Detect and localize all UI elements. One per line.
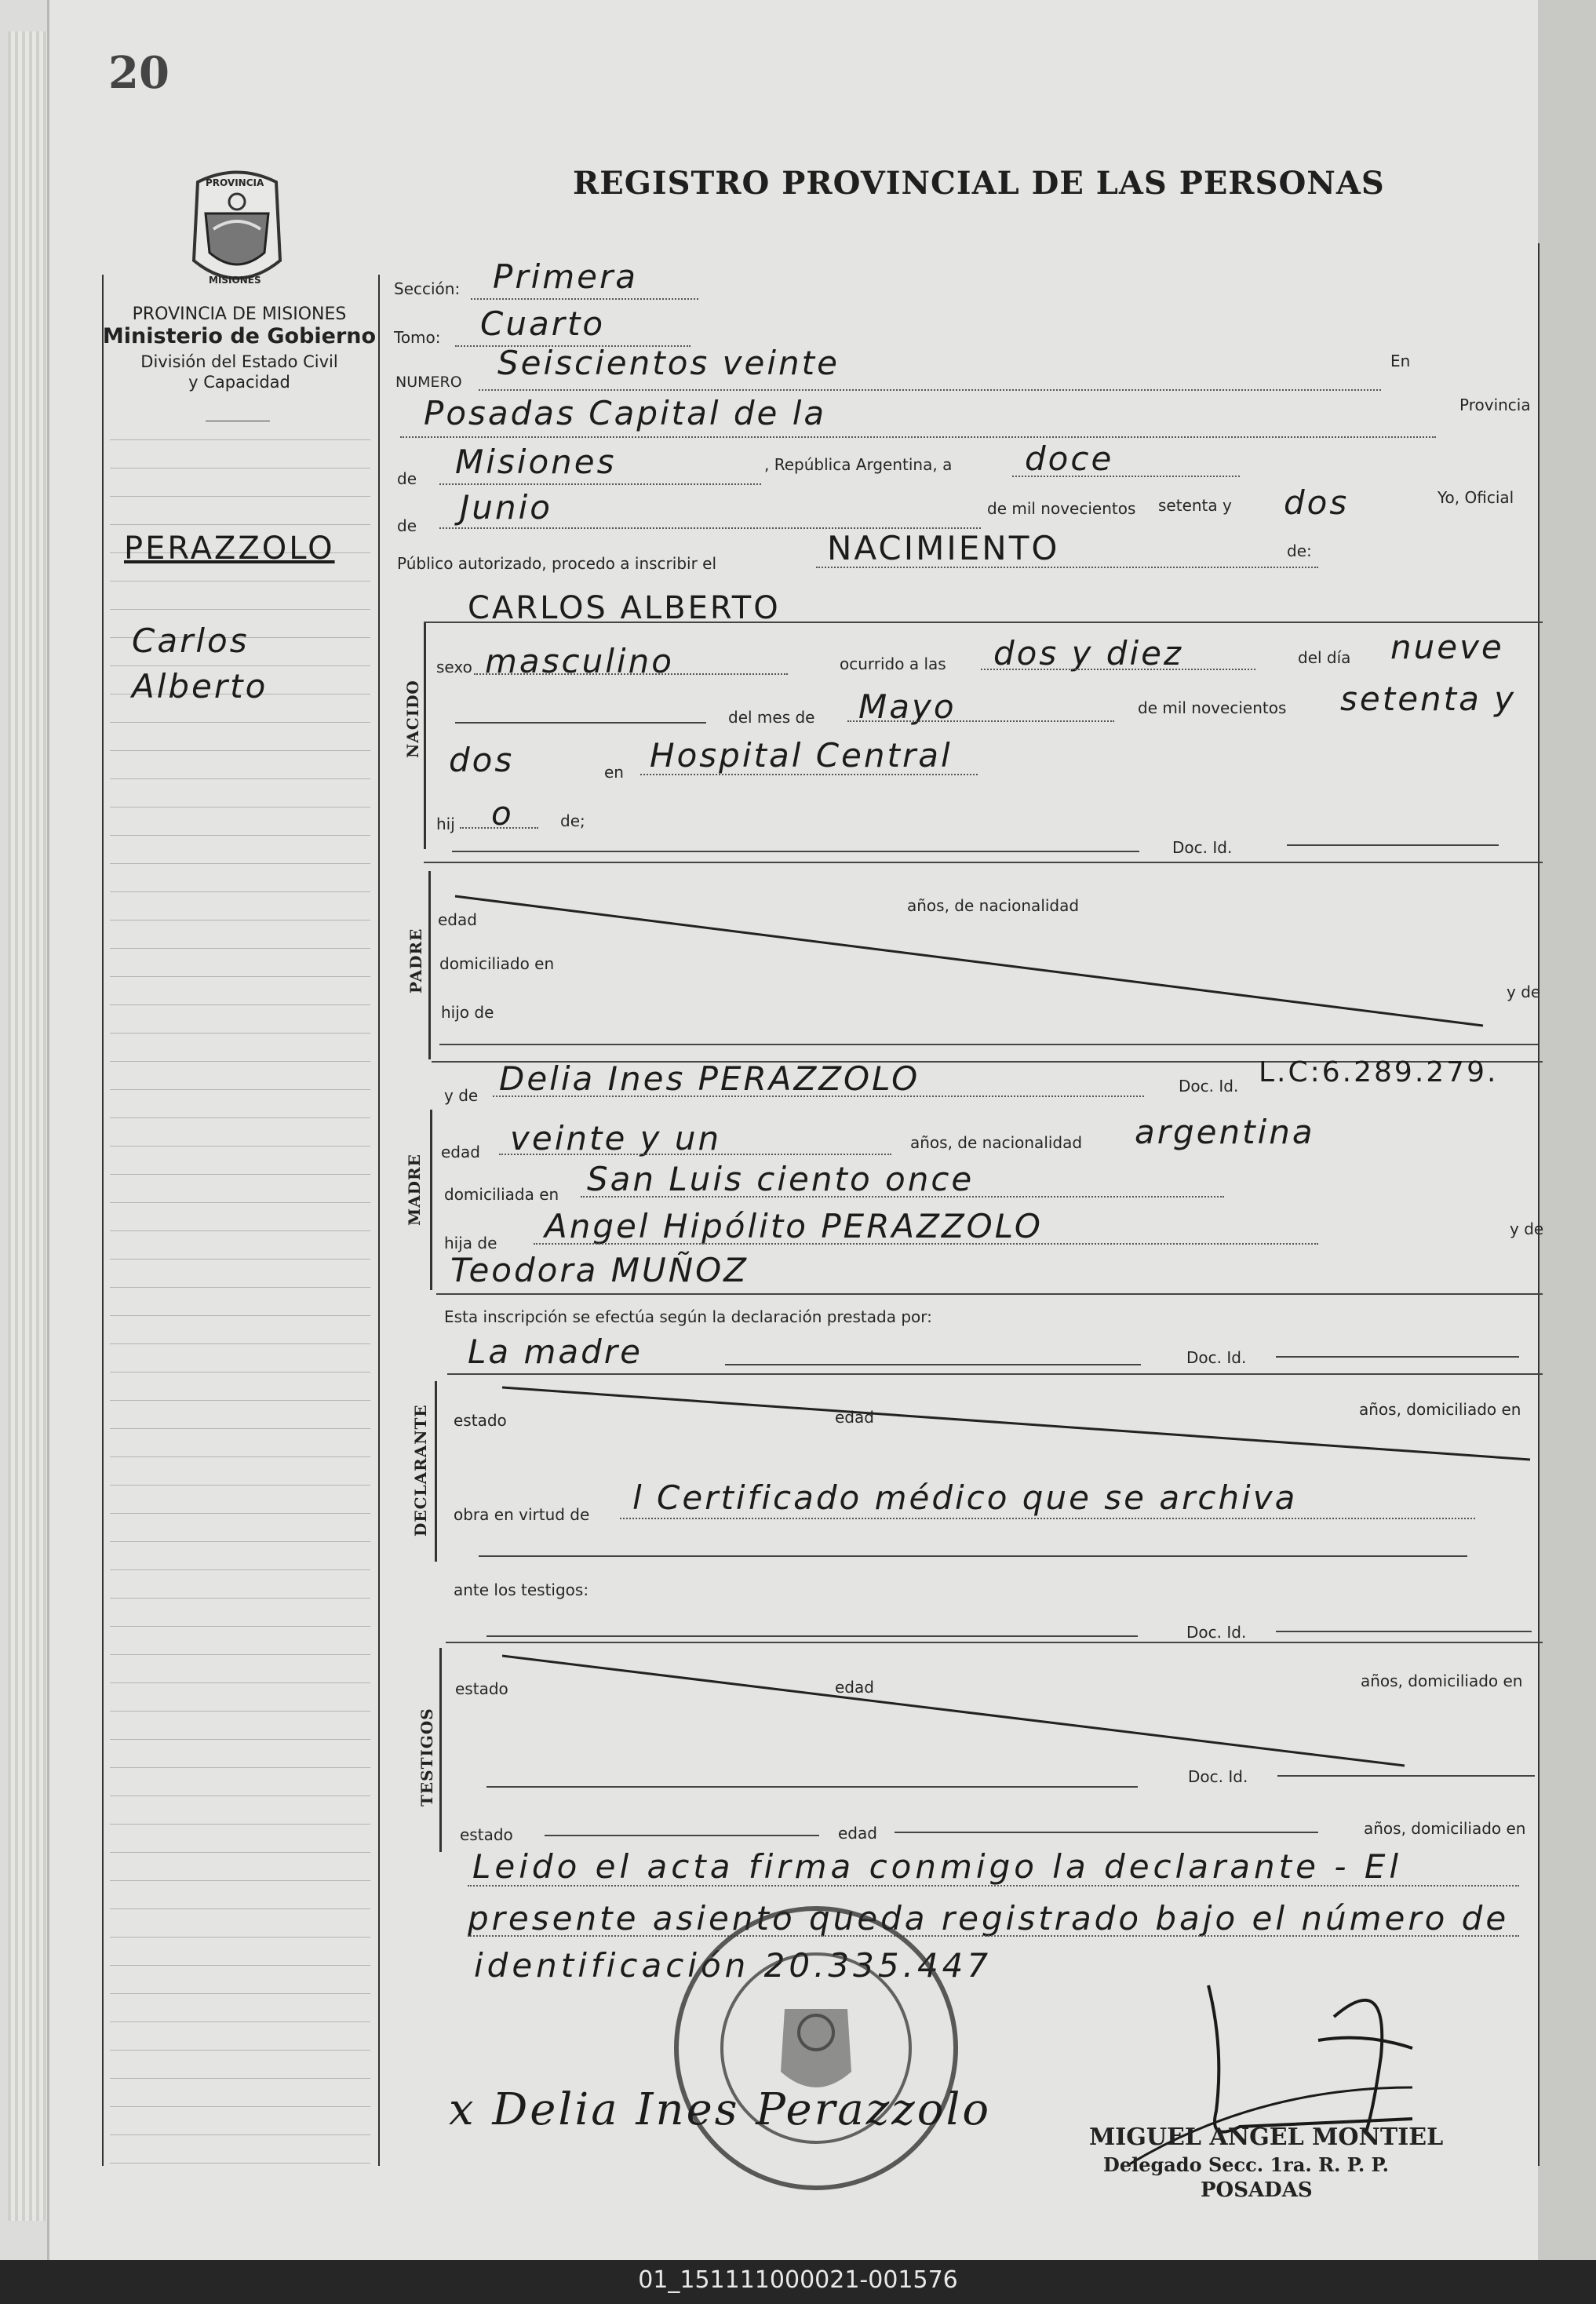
value-madre-nac: argentina bbox=[1135, 1113, 1315, 1151]
label-numero: NUMERO bbox=[395, 374, 462, 391]
value-lugar-nac: Hospital Central bbox=[650, 736, 953, 775]
label-provincia: Provincia bbox=[1459, 396, 1531, 414]
dots-lugar bbox=[400, 436, 1436, 438]
value-provincia: Misiones bbox=[455, 443, 617, 481]
label-estado-testigo-1: estado bbox=[455, 1679, 508, 1698]
section-bracket-testigos bbox=[439, 1648, 442, 1852]
margin-ruled-line bbox=[110, 1626, 370, 1627]
value-mes: Mayo bbox=[858, 687, 957, 726]
margin-ruled-line bbox=[110, 2163, 370, 2164]
page-number: 20 bbox=[108, 47, 169, 99]
margin-ruled-line bbox=[110, 1598, 370, 1599]
value-dia: nueve bbox=[1390, 628, 1504, 666]
label-doc-id-testigo-1: Doc. Id. bbox=[1186, 1623, 1247, 1642]
label-en: En bbox=[1390, 352, 1411, 370]
label-hijo-de-padre: hijo de bbox=[441, 1003, 494, 1022]
label-doc-id-1: Doc. Id. bbox=[1172, 838, 1233, 857]
doc-id-line-1 bbox=[1287, 844, 1499, 846]
value-anio-2: dos bbox=[449, 741, 515, 779]
rule-madre-bottom bbox=[436, 1293, 1543, 1295]
label-anios-dom-testigo-1: años, domiciliado en bbox=[1361, 1671, 1523, 1690]
blank-line-1 bbox=[455, 722, 706, 724]
margin-ruled-line bbox=[110, 1174, 370, 1175]
margin-ruled-line bbox=[110, 920, 370, 921]
issuer-block bbox=[102, 304, 377, 394]
margin-ruled-line bbox=[110, 1061, 370, 1062]
note-line-1: Leido el acta firma conmigo la declarante - El bbox=[472, 1847, 1403, 1886]
dots-madre-padre bbox=[534, 1243, 1318, 1245]
label-hij: hij bbox=[436, 815, 455, 833]
dots-lugar-nac bbox=[640, 774, 978, 775]
label-yo-oficial: Yo, Oficial bbox=[1437, 488, 1514, 507]
label-y-de-padre: y de bbox=[1507, 982, 1541, 1001]
dots-madre-dom bbox=[581, 1196, 1224, 1198]
margin-ruled-line bbox=[110, 1287, 370, 1288]
dots-dia-acta bbox=[1012, 476, 1240, 477]
value-anio-1: setenta y bbox=[1340, 680, 1517, 718]
label-ocurrido: ocurrido a las bbox=[840, 654, 946, 673]
margin-ruled-line bbox=[110, 1400, 370, 1401]
value-hora: dos y diez bbox=[993, 634, 1184, 673]
official-stamp-icon bbox=[667, 1899, 965, 2197]
margin-ruled-line bbox=[110, 1937, 370, 1938]
dots-note-1 bbox=[468, 1885, 1519, 1887]
margin-ruled-line bbox=[110, 835, 370, 836]
label-inscripcion: Esta inscripción se efectúa según la declaración prestada por: bbox=[444, 1307, 932, 1326]
label-edad-testigo-1: edad bbox=[835, 1678, 874, 1697]
label-obra: obra en virtud de bbox=[454, 1505, 590, 1524]
margin-ruled-line bbox=[110, 524, 370, 525]
dots-sexo bbox=[474, 673, 788, 675]
margin-ruled-line bbox=[110, 1908, 370, 1909]
label-edad-madre: edad bbox=[441, 1143, 480, 1161]
dots-mes bbox=[847, 720, 1114, 722]
signature-madre: x Delia Ines Perazzolo bbox=[449, 2084, 992, 2135]
label-seccion: Sección: bbox=[394, 279, 461, 298]
value-madre-doc: L.C:6.289.279. bbox=[1259, 1056, 1499, 1088]
dots-obra bbox=[620, 1518, 1475, 1519]
margin-ruled-line bbox=[110, 722, 370, 723]
label-edad-testigo-2: edad bbox=[838, 1824, 877, 1843]
label-publico: Público autorizado, procedo a inscribir el bbox=[397, 554, 717, 573]
margin-ruled-line bbox=[110, 1852, 370, 1853]
label-ante-testigos: ante los testigos: bbox=[454, 1580, 589, 1599]
label-doc-id-declarante: Doc. Id. bbox=[1186, 1348, 1247, 1367]
label-estado-testigo-2: estado bbox=[460, 1825, 513, 1844]
doc-id-line-declarante bbox=[1276, 1356, 1519, 1358]
margin-ruled-line bbox=[110, 665, 370, 666]
section-label-testigos: TESTIGOS bbox=[417, 1708, 436, 1806]
rule-nacido-bottom bbox=[424, 862, 1543, 863]
value-seccion: Primera bbox=[493, 257, 639, 296]
dots-tipo bbox=[816, 567, 1318, 568]
blank-line-testigo-2 bbox=[486, 1786, 1138, 1788]
margin-rule-left bbox=[102, 275, 104, 2166]
margin-ruled-line bbox=[110, 1202, 370, 1203]
label-de-2: de bbox=[397, 516, 417, 535]
seal-text-top: PROVINCIA bbox=[206, 177, 264, 188]
label-sexo: sexo bbox=[436, 658, 472, 676]
padre-cancel-line bbox=[439, 873, 1491, 1030]
form-right-rule bbox=[1538, 243, 1540, 2166]
margin-ruled-line bbox=[110, 2050, 370, 2051]
margin-ruled-line bbox=[110, 1230, 370, 1231]
label-anios-dom-declarante: años, domiciliado en bbox=[1359, 1400, 1521, 1419]
margin-ruled-line bbox=[110, 2106, 370, 2107]
label-hija-de: hija de bbox=[444, 1234, 497, 1252]
label-doc-id-madre: Doc. Id. bbox=[1179, 1077, 1239, 1095]
value-declarante: La madre bbox=[468, 1332, 643, 1371]
margin-ruled-line bbox=[110, 863, 370, 864]
label-de-colon: de: bbox=[1287, 541, 1312, 560]
value-anio-acta: dos bbox=[1284, 483, 1350, 522]
book-binding bbox=[1538, 0, 1596, 2260]
value-numero: Seiscientos veinte bbox=[497, 344, 840, 382]
margin-ruled-line bbox=[110, 1315, 370, 1316]
margin-ruled-line bbox=[110, 609, 370, 610]
label-del-dia: del día bbox=[1298, 648, 1351, 667]
value-obra: l Certificado médico que se archiva bbox=[632, 1478, 1298, 1517]
section-label-nacido: NACIDO bbox=[403, 680, 422, 758]
label-y-de-madre: y de bbox=[444, 1086, 479, 1105]
margin-ruled-line bbox=[110, 1146, 370, 1147]
testigos-cancel-line bbox=[502, 1648, 1412, 1774]
margin-ruled-line bbox=[110, 2134, 370, 2135]
label-edad-padre: edad bbox=[438, 910, 477, 929]
rule-declarante-top bbox=[447, 1373, 1543, 1375]
label-domiciliada: domiciliada en bbox=[444, 1185, 559, 1204]
blank-line-edad-2 bbox=[895, 1832, 1318, 1833]
official-city: POSADAS bbox=[1201, 2178, 1313, 2202]
margin-surname: PERAZZOLO bbox=[124, 530, 335, 567]
margin-ruled-line bbox=[110, 1880, 370, 1881]
label-de-mil-nov-2: de mil novecientos bbox=[1138, 698, 1287, 717]
margin-ruled-line bbox=[110, 778, 370, 779]
label-en-2: en bbox=[604, 763, 624, 782]
value-dia-acta: doce bbox=[1025, 439, 1114, 478]
label-domiciliado-padre: domiciliado en bbox=[439, 954, 555, 973]
value-madre-nombre: Delia Ines PERAZZOLO bbox=[499, 1059, 920, 1098]
margin-ruled-line bbox=[110, 1033, 370, 1034]
margin-ruled-line bbox=[110, 1824, 370, 1825]
label-edad-declarante: edad bbox=[835, 1408, 874, 1427]
official-role: Delegado Secc. 1ra. R. P. P. bbox=[1103, 2153, 1389, 2176]
file-identifier: 01_151111000021-001576 bbox=[638, 2266, 958, 2294]
note-line-3: identificación 20.335.447 bbox=[474, 1946, 993, 1985]
section-label-declarante: DECLARANTE bbox=[411, 1404, 430, 1537]
margin-ruled-line bbox=[110, 750, 370, 751]
margin-ruled-line bbox=[110, 1739, 370, 1740]
margin-ruled-line bbox=[110, 1259, 370, 1260]
ministry-name: Ministerio de Gobierno bbox=[102, 324, 377, 348]
label-anios-nac-padre: años, de nacionalidad bbox=[907, 896, 1080, 915]
label-anios-nac-madre: años, de nacionalidad bbox=[910, 1133, 1083, 1152]
label-de-mil-nov: de mil novecientos bbox=[987, 499, 1136, 518]
value-mes-acta: Junio bbox=[460, 488, 552, 527]
label-del-mes: del mes de bbox=[728, 708, 815, 727]
margin-ruled-line bbox=[110, 976, 370, 977]
label-de-semi: de; bbox=[560, 811, 585, 830]
margin-ruled-line bbox=[110, 1089, 370, 1090]
margin-ruled-line bbox=[110, 1485, 370, 1486]
dots-numero bbox=[479, 389, 1381, 391]
rule-testigos-top bbox=[446, 1642, 1543, 1643]
margin-ruled-line bbox=[110, 1004, 370, 1005]
dots-seccion bbox=[471, 298, 698, 300]
margin-ruled-line bbox=[110, 1456, 370, 1457]
section-bracket-padre bbox=[428, 871, 431, 1059]
margin-ruled-line bbox=[110, 2078, 370, 2079]
label-setenta-y: setenta y bbox=[1158, 496, 1232, 515]
margin-ruled-line bbox=[110, 891, 370, 892]
value-madre-dom: San Luis ciento once bbox=[587, 1160, 975, 1198]
margin-ruled-line bbox=[110, 2021, 370, 2022]
margin-given-name-1: Carlos bbox=[132, 622, 250, 660]
note-line-2: presente asiento queda registrado bajo el número de bbox=[468, 1899, 1510, 1938]
dots-hij bbox=[460, 827, 538, 829]
seal-text-bottom: MISIONES bbox=[209, 275, 261, 286]
label-republica: , República Argentina, a bbox=[764, 455, 953, 474]
official-name: MIGUEL ANGEL MONTIEL bbox=[1089, 2124, 1444, 2151]
margin-ruled-line bbox=[110, 1428, 370, 1429]
dots-madre-nombre bbox=[493, 1095, 1144, 1097]
margin-ruled-line bbox=[110, 1993, 370, 1994]
dots-provincia bbox=[439, 483, 761, 485]
value-hij: o bbox=[491, 794, 514, 833]
margin-ruled-line bbox=[110, 1343, 370, 1344]
margin-ruled-line bbox=[110, 1795, 370, 1796]
value-tipo: NACIMIENTO bbox=[827, 529, 1060, 567]
blank-line-estado-2 bbox=[545, 1835, 819, 1836]
value-lugar: Posadas Capital de la bbox=[424, 394, 827, 432]
dots-note-2 bbox=[468, 1935, 1519, 1937]
section-bracket-madre bbox=[430, 1110, 432, 1290]
value-tomo: Cuarto bbox=[480, 304, 606, 343]
margin-ruled-line bbox=[110, 1654, 370, 1655]
label-y-de-madre-2: y de bbox=[1510, 1219, 1544, 1238]
label-de-1: de bbox=[397, 469, 417, 488]
margin-ruled-line bbox=[110, 1965, 370, 1966]
value-madre-padre: Angel Hipólito PERAZZOLO bbox=[545, 1207, 1043, 1245]
value-nombre: CARLOS ALBERTO bbox=[468, 590, 781, 626]
dots-hora bbox=[981, 669, 1255, 670]
value-madre-madre: Teodora MUÑOZ bbox=[450, 1251, 749, 1289]
margin-ruled-line bbox=[110, 948, 370, 949]
province-name: PROVINCIA DE MISIONES bbox=[132, 304, 347, 324]
label-tomo: Tomo: bbox=[394, 328, 441, 347]
margin-ruled-line bbox=[110, 1513, 370, 1514]
label-anios-dom-testigo-2: años, domiciliado en bbox=[1364, 1819, 1526, 1838]
section-label-madre: MADRE bbox=[405, 1154, 424, 1226]
blank-line-testigo-1 bbox=[486, 1635, 1138, 1637]
division-capacity: y Capacidad bbox=[188, 373, 290, 392]
division-name: División del Estado Civil bbox=[140, 352, 338, 371]
blank-line-declarante bbox=[725, 1364, 1141, 1365]
blank-line-obra bbox=[479, 1555, 1467, 1557]
margin-ruled-line bbox=[110, 1767, 370, 1768]
margin-ruled-line bbox=[110, 1569, 370, 1570]
section-bracket-nacido bbox=[424, 622, 426, 849]
label-estado-declarante: estado bbox=[454, 1411, 507, 1430]
value-sexo: masculino bbox=[485, 642, 674, 680]
section-label-padre: PADRE bbox=[406, 928, 425, 993]
margin-ruled-line bbox=[110, 1682, 370, 1683]
doc-id-line-testigo-2 bbox=[1277, 1775, 1535, 1777]
margin-ruled-line bbox=[110, 496, 370, 497]
margin-ruled-line bbox=[110, 1372, 370, 1373]
dots-madre-edad bbox=[499, 1154, 891, 1155]
doc-id-line-testigo-1 bbox=[1276, 1631, 1532, 1632]
value-madre-edad: veinte y un bbox=[510, 1119, 722, 1157]
document-title: REGISTRO PROVINCIAL DE LAS PERSONAS bbox=[573, 165, 1385, 202]
margin-given-name-2: Alberto bbox=[132, 667, 268, 705]
margin-rule-right bbox=[378, 275, 380, 2166]
margin-ruled-line bbox=[110, 1711, 370, 1712]
section-bracket-declarante bbox=[435, 1381, 437, 1562]
rule-padre-bottom bbox=[439, 1044, 1538, 1045]
declarante-cancel-line bbox=[502, 1381, 1538, 1467]
margin-ruled-line bbox=[110, 1117, 370, 1118]
margin-ruled-line bbox=[110, 1541, 370, 1542]
margin-ruled-line bbox=[110, 439, 370, 440]
blank-line-2 bbox=[452, 851, 1139, 852]
label-doc-id-testigo-2: Doc. Id. bbox=[1188, 1767, 1248, 1786]
